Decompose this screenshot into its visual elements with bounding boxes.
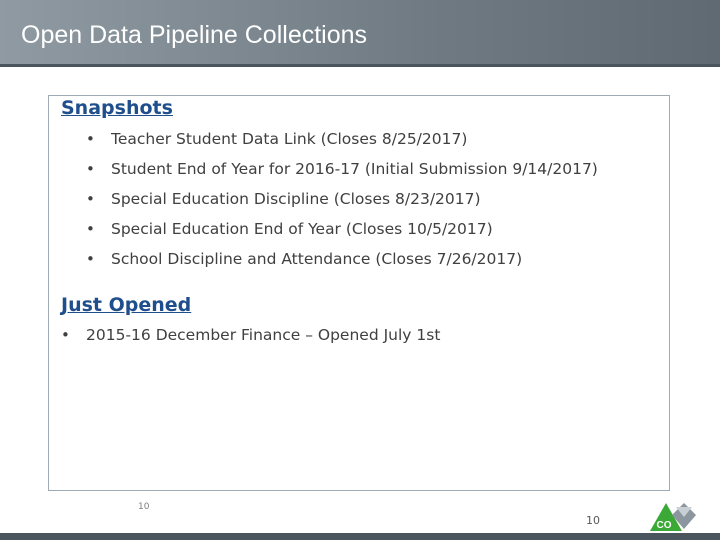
footer-small-number: 10 xyxy=(138,502,150,512)
list-item-text: Special Education End of Year (Closes 10/5/2017) xyxy=(111,220,493,238)
list-item-text: Teacher Student Data Link (Closes 8/25/2017) xyxy=(111,130,468,148)
bullet-icon: • xyxy=(86,160,95,178)
bullet-icon: • xyxy=(86,190,95,208)
list-item-text: Student End of Year for 2016-17 (Initial Submission 9/14/2017) xyxy=(111,160,598,178)
list-item-text: Special Education Discipline (Closes 8/23/2017) xyxy=(111,190,481,208)
colorado-logo-icon xyxy=(648,499,698,533)
content-box xyxy=(48,95,670,491)
title-divider xyxy=(0,64,720,67)
list-item xyxy=(84,244,598,274)
just-opened-heading: Just Opened xyxy=(61,294,192,316)
list-item xyxy=(84,214,598,244)
page-number: 10 xyxy=(586,514,600,527)
logo-text: CO xyxy=(656,520,672,531)
bullet-icon: • xyxy=(61,326,70,344)
list-item xyxy=(84,124,598,154)
list-item xyxy=(59,320,440,350)
bullet-icon: • xyxy=(86,220,95,238)
list-item xyxy=(84,184,598,214)
bullet-icon: • xyxy=(86,250,95,268)
list-item-text: 2015-16 December Finance – Opened July 1st xyxy=(86,326,441,344)
bottom-bar xyxy=(0,533,720,540)
just-opened-list xyxy=(59,320,440,350)
list-item-text: School Discipline and Attendance (Closes 7/26/2017) xyxy=(111,250,523,268)
list-item xyxy=(84,154,598,184)
title-bar xyxy=(0,0,720,64)
slide-title: Open Data Pipeline Collections xyxy=(21,21,368,49)
bullet-icon: • xyxy=(86,130,95,148)
snapshots-heading: Snapshots xyxy=(61,97,173,119)
snapshots-list xyxy=(84,124,598,274)
